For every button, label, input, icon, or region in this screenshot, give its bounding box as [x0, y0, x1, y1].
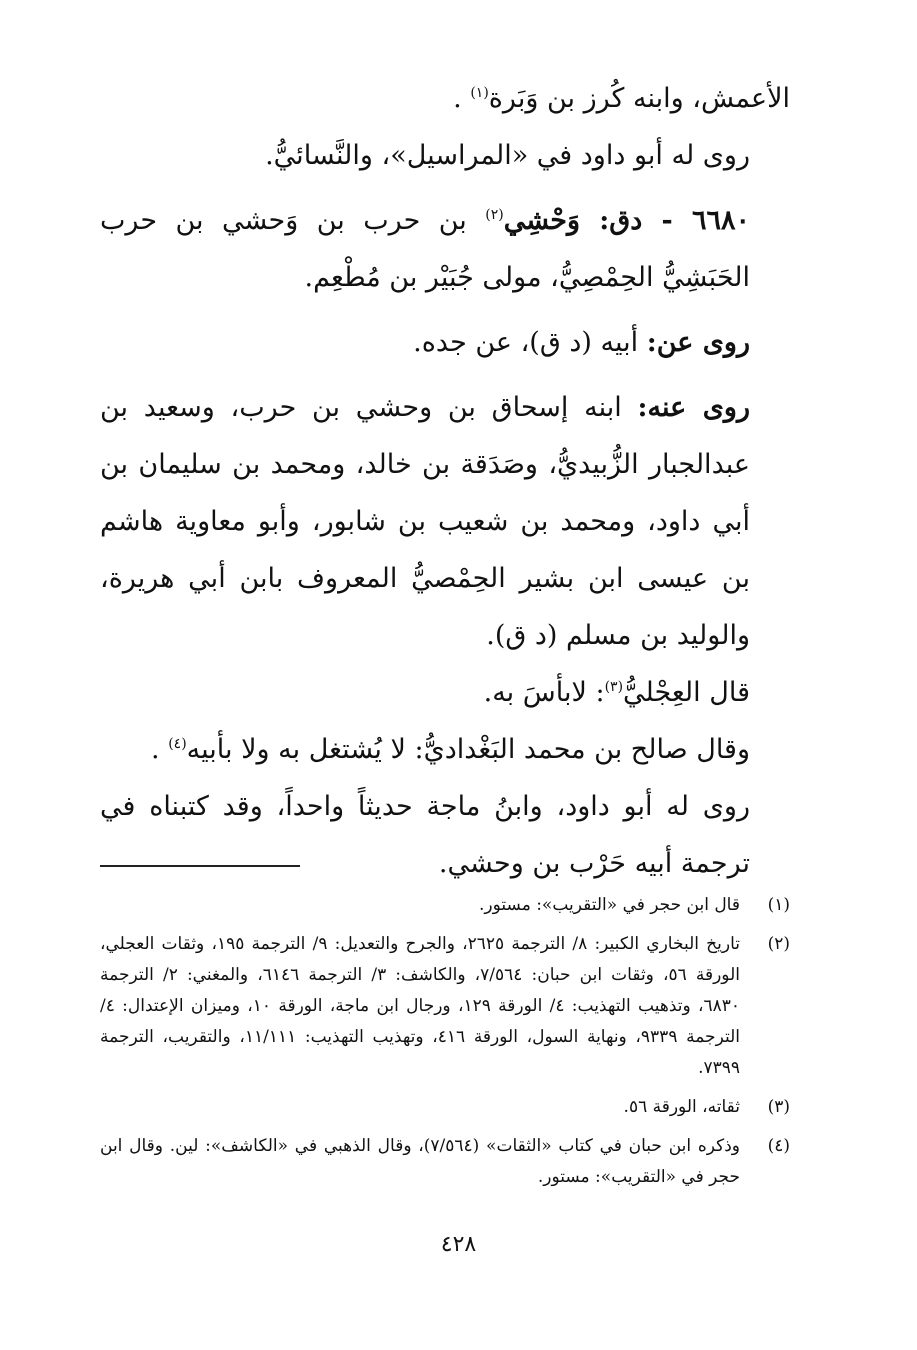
label-rawa-anhu: روى عنه: — [637, 392, 750, 423]
footnote-separator — [100, 865, 300, 867]
footnote-number: (٣) — [767, 1097, 790, 1117]
footnote — [100, 1092, 790, 1123]
entry-heading — [100, 192, 790, 306]
footnote — [100, 1131, 790, 1193]
text: ابنه إسحاق بن وحشي بن حرب، وسعيد بن عبدالجبار الزُّبيديُّ، وصَدَقة بن خالد، ومحمد بن سليمان بن أبي داود، ومحمد بن شعيب بن شابور، وأبو معاوية هاشم بن عيسى ابن بشير الحِمْصيُّ المعروف بابن أبي هريرة، والوليد بن مسلم (د ق). — [100, 392, 750, 651]
entry-number: ٦٦٨٠ - دق: وَحْشِي — [503, 205, 750, 236]
paragraph — [100, 379, 790, 664]
footnote-text: وذكره ابن حبان في كتاب «الثقات» (٧/٥٦٤)، وقال الذهبي في «الكاشف»: لين. وقال ابن حجر في «التقريب»: مستور. — [100, 1136, 740, 1187]
footnote-ref: (٣) — [604, 679, 624, 695]
footnote-ref: (١) — [470, 85, 489, 101]
footnote — [100, 929, 790, 1084]
paragraph — [100, 664, 790, 721]
footnote-ref: (٢) — [485, 207, 504, 223]
label-rawa-an: روى عن: — [646, 327, 750, 358]
paragraph: روى له أبو داود في «المراسيل»، والنَّسائيُّ. — [265, 140, 750, 171]
paragraph — [100, 314, 790, 371]
text: : لابأسَ به. — [483, 677, 605, 708]
paragraph: وقال صالح بن محمد البَغْداديُّ: لا يُشتغل به ولا بأبيه$^{(٤)}$ . — [151, 734, 750, 765]
footnote-number: (١) — [767, 895, 790, 915]
paragraph: روى له أبو داود، وابنُ ماجة حديثاً واحداً، وقد كتبناه في ترجمة أبيه حَرْب بن وحشي. — [100, 791, 750, 879]
footnote-number: (٢) — [767, 934, 790, 954]
text: قال العِجْليُّ — [623, 677, 750, 708]
footnote-number: (٤) — [767, 1136, 790, 1156]
footnote-text: ثقاته، الورقة ٥٦. — [623, 1097, 740, 1117]
main-text — [100, 70, 790, 892]
footnote-text: قال ابن حجر في «التقريب»: مستور. — [479, 895, 740, 915]
footnote — [100, 890, 790, 921]
footnote-ref: (٤) — [168, 736, 187, 752]
footnotes — [100, 890, 790, 1201]
text: وقال صالح بن محمد البَغْداديُّ: لا يُشتغل به ولا بأبيه — [186, 734, 750, 765]
entry-text: بن حرب بن وَحشي بن حرب الحَبَشِيُّ الحِمْصِيُّ، مولى جُبَيْر بن مُطْعِم. — [100, 205, 750, 293]
page-number: ٤٢٨ — [440, 1232, 477, 1257]
paragraph-line: الأعمش، وابنه كُرز بن وَبَرة$^{(١)}$ . — [453, 83, 790, 114]
text: الأعمش، وابنه كُرز بن وَبَرة — [488, 83, 790, 114]
text: أبيه (د ق)، عن جده. — [413, 327, 639, 358]
footnote-text: تاريخ البخاري الكبير: ٨/ الترجمة ٢٦٢٥، والجرح والتعديل: ٩/ الترجمة ١٩٥، وثقات العجلي، الورقة ٥٦، وثقات ابن حبان: ٧/٥٦٤، والكاشف: ٣/ الترجمة ٦١٤٦، والمغني: ٢/ الترجمة ٦٨٣٠، وتذهيب التهذيب: ٤/ الورقة ١٢٩، ورجال ابن ماجة، الورقة ١٠، وميزان الإعتدال: ٤/ الترجمة ٩٣٣٩، ونهاية السول، الورقة ٤١٦، وتهذيب التهذيب: ١١/١١١، والتقريب، الترجمة ٧٣٩٩. — [100, 934, 741, 1078]
